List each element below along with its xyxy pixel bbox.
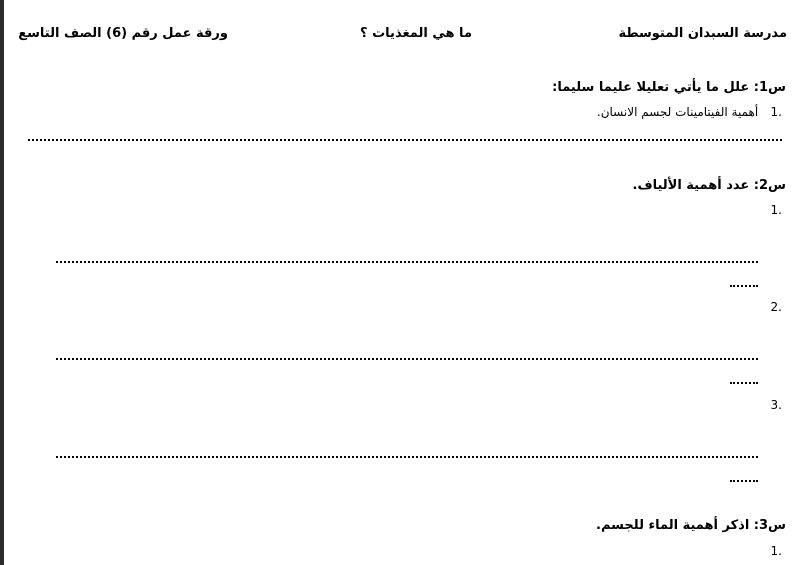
worksheet-number: ورقة عمل رقم (6) الصف التاسع xyxy=(18,26,228,41)
answer-line xyxy=(28,139,782,141)
question-3-item-1 xyxy=(768,544,782,558)
answer-line xyxy=(56,456,758,458)
answer-line-continuation xyxy=(730,382,758,384)
worksheet-topic: ما هي المغذيات ؟ xyxy=(360,26,472,41)
item-number: .2 xyxy=(770,300,782,314)
question-1-title: س1: علل ما يأتي تعليلا عليما سليما: xyxy=(552,80,786,95)
question-3-title: س3: اذكر أهمية الماء للجسم. xyxy=(596,518,786,533)
answer-line-continuation xyxy=(730,285,758,287)
question-2-item-2 xyxy=(768,300,782,314)
item-text: أهمية الفيتامينات لجسم الانسان. xyxy=(596,105,759,119)
school-name: مدرسة السبدان المتوسطة xyxy=(618,26,787,41)
answer-line xyxy=(56,261,758,263)
item-number: .1 xyxy=(770,203,782,217)
question-1-item-1 xyxy=(597,105,782,119)
item-number: .1 xyxy=(770,105,782,119)
worksheet-page xyxy=(4,0,808,565)
answer-line xyxy=(56,358,758,360)
item-number: .3 xyxy=(770,398,782,412)
question-2-item-3 xyxy=(768,398,782,412)
answer-line-continuation xyxy=(730,480,758,482)
worksheet-header xyxy=(4,26,808,44)
question-2-item-1 xyxy=(768,203,782,217)
question-2-title: س2: عدد أهمية الألياف. xyxy=(632,178,786,193)
item-number: .1 xyxy=(770,544,782,558)
